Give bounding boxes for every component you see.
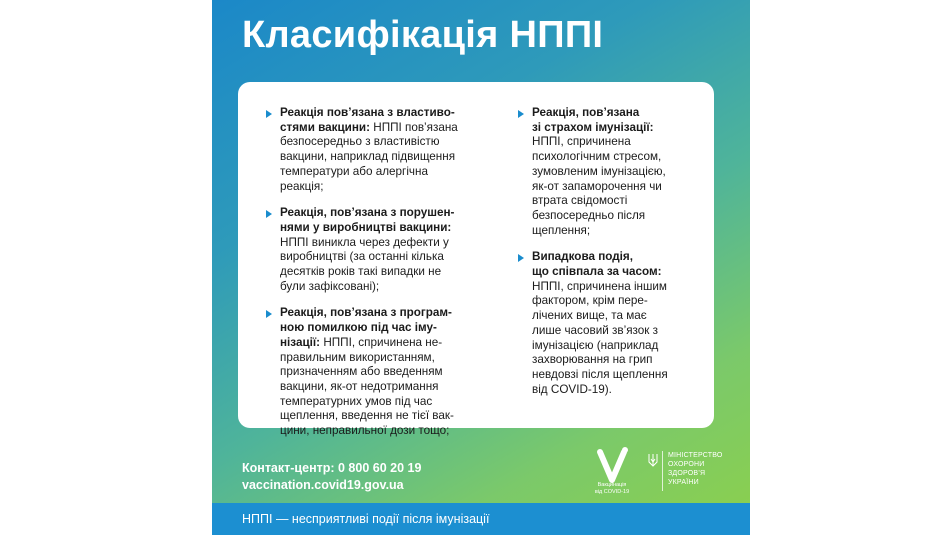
triangle-bullet-icon — [518, 254, 524, 262]
infographic-poster — [212, 0, 750, 535]
item-description: НППІ, спричинена не- правильним використанням, призначенням або введенням вакцини, як-от недотримання температурних умов під час щеплення, введення не тієї вак- цини, неправильної дози тощо; — [280, 335, 454, 438]
website-link[interactable]: vaccination.covid19.gov.ua — [242, 478, 404, 492]
item-description: НППІ пов’язана безпосередньо з властивістю вакцини, наприклад підвищення температури або алергічна реакція; — [280, 120, 458, 193]
item-heading: Реакція, пов’язана з порушен- нями у виробництві вакцини: — [280, 206, 455, 234]
item-description: НППІ, спричинена іншим фактором, крім пере- лічених вище, та має лише часовий зв’язок з імунізацією (наприклад захворювання на грип невдовзі після щеплення від COVID-19). — [532, 279, 668, 396]
list-item — [518, 250, 708, 397]
item-description: НППІ виникла через дефекти у виробництві (за останні кілька десятків років такі випадки не були зафіксовані); — [280, 235, 449, 293]
contact-center-phone: Контакт-центр: 0 800 60 20 19 — [242, 461, 422, 475]
trident-icon — [648, 453, 658, 467]
item-heading: Реакція, пов’язана зі страхом імунізації: — [532, 106, 654, 134]
list-item — [518, 106, 708, 238]
item-heading: Реакція, пов’язана з програм- ною помилкою під час іму- нізації: — [280, 306, 452, 349]
logo-caption: Вакцинація від COVID-19 — [594, 482, 630, 495]
item-heading: Реакція пов’язана з властиво- стями вакцини: — [280, 106, 455, 134]
right-column — [518, 106, 708, 409]
triangle-bullet-icon — [266, 210, 272, 218]
list-item — [266, 206, 490, 294]
triangle-bullet-icon — [518, 110, 524, 118]
classification-card — [238, 82, 714, 438]
left-column — [266, 106, 490, 451]
list-item — [266, 306, 490, 438]
footer-text: НППІ — несприятливі події після імунізації — [242, 512, 490, 526]
page-title: Класифікація НППІ — [242, 14, 604, 56]
triangle-bullet-icon — [266, 310, 272, 318]
contact-info — [242, 460, 421, 494]
list-item — [266, 106, 490, 194]
triangle-bullet-icon — [266, 110, 272, 118]
footer-bar — [212, 503, 750, 535]
logo-divider — [662, 451, 663, 491]
item-description: НППІ, спричинена психологічним стресом, зумовленим імунізацією, як-от запаморочення чи втрата свідомості безпосередньо після щеплення; — [532, 135, 666, 237]
item-heading: Випадкова подія, що співпала за часом: — [532, 250, 662, 279]
ministry-logo-text: МІНІСТЕРСТВО ОХОРОНИ ЗДОРОВ’Я УКРАЇНИ — [668, 452, 723, 486]
